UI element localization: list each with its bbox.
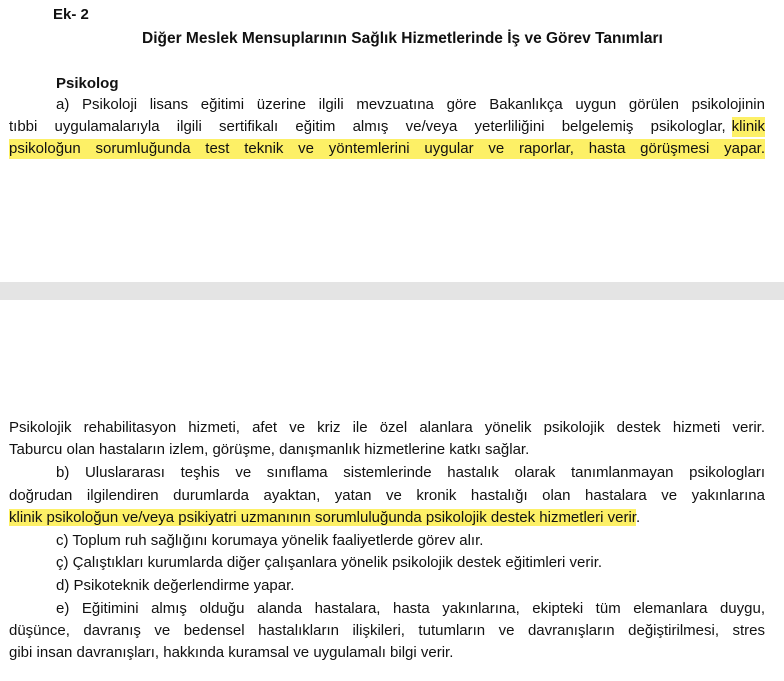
sentence-end: . (635, 509, 641, 526)
document-page-1 (0, 0, 784, 282)
paragraph-line: Taburcu olan hastaların izlem, görüşme, danışmanlık hizmetlerine katkı sağlar. (9, 441, 530, 458)
paragraph-line: düşünce, davranış ve bedensel hastalıkların ilişkileri, tutumların ve davranışların değiştirilmesi, stres (9, 622, 765, 639)
paragraph-text: tıbbi uygulamalarıyla ilgili sertifikalı eğitim almış ve/veya yeterliliğini belgelemiş psikologlar, (9, 118, 726, 135)
document-page-2 (0, 300, 784, 681)
paragraph-line: a) Psikoloji lisans eğitimi üzerine ilgili mevzuatına göre Bakanlıkça uygun görülen psikolojinin (56, 96, 765, 113)
paragraph-line: e) Eğitimini almış olduğu alanda hastalara, hasta yakınlarına, ekipteki tüm elemanlara duygu, (56, 600, 765, 617)
paragraph-line: doğrudan ilgilendiren durumlarda ayaktan, yatan ve kronik hastalığı olan hastalara ve yakınlarına (9, 487, 765, 504)
page-separator (0, 282, 784, 300)
paragraph-line: gibi insan davranışları, hakkında kuramsal ve uygulamalı bilgi verir. (9, 644, 454, 661)
highlighted-text: psikoloğun sorumluğunda test teknik ve yöntemlerini uygular ve raporlar, hasta görüşmesi yapar. (9, 140, 765, 157)
paragraph-line: d) Psikoteknik değerlendirme yapar. (56, 577, 295, 594)
section-heading: Psikolog (56, 75, 119, 92)
paragraph-line (9, 508, 640, 528)
paragraph-line: b) Uluslararası teşhis ve sınıflama sistemlerinde hastalık olarak tanımlanmayan psikologları (56, 464, 765, 481)
paragraph-line (9, 117, 765, 137)
highlighted-text: klinik (731, 118, 765, 135)
paragraph-line: Psikolojik rehabilitasyon hizmeti, afet ve kriz ile özel alanlara yönelik psikolojik destek hizmeti verir. (9, 419, 765, 436)
annex-label: Ek- 2 (53, 6, 89, 23)
paragraph-line: ç) Çalıştıkları kurumlarda diğer çalışanlara yönelik psikolojik destek eğitimleri verir. (56, 554, 603, 571)
document-title: Diğer Meslek Mensuplarının Sağlık Hizmetlerinde İş ve Görev Tanımları (142, 30, 663, 47)
highlighted-text: klinik psikoloğun ve/veya psikiyatri uzmanının sorumluluğunda psikolojik destek hizmetleri verir (9, 509, 636, 526)
paragraph-line: c) Toplum ruh sağlığını korumaya yönelik faaliyetlerde görev alır. (56, 532, 484, 549)
